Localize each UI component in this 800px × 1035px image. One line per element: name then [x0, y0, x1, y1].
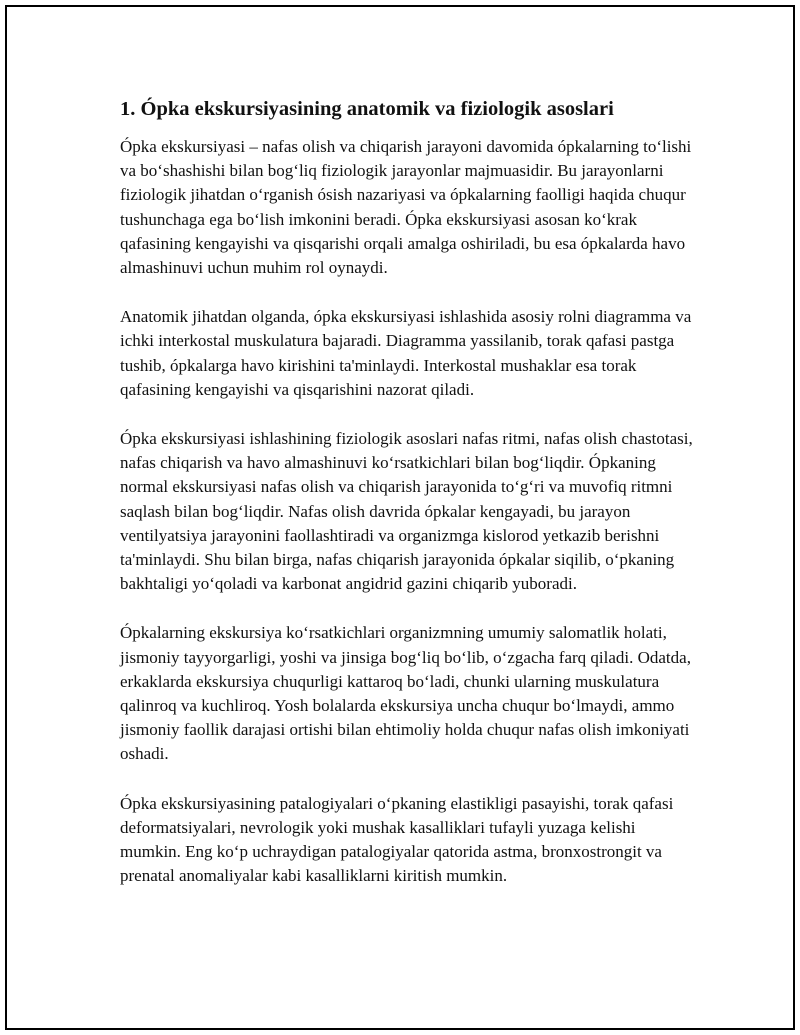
paragraph-4: Ópkalarning ekskursiya ko‘rsatkichlari organizmning umumiy salomatlik holati, jismoniy tayyorgarligi, yoshi va jinsiga bog‘liq bo‘lib, o‘zgacha farq qiladi. Odatda, erkaklarda ekskursiya chuqurligi kattaroq bo‘ladi, chunki ularning muskulatura qalinroq va kuchliroq. Yosh bolalarda ekskursiya uncha chuqur bo‘lmaydi, ammo jismoniy faollik darajasi ortishi bilan ehtimoliy holda chuqur nafas olish imkoniyati oshadi. — [120, 623, 691, 764]
page-frame — [5, 5, 795, 1030]
paragraph-1: Ópka ekskursiyasi – nafas olish va chiqarish jarayoni davomida ópkalarning to‘lishi va bo‘shashishi bilan bog‘liq fiziologik jarayonlar majmuasidir. Bu jarayonlarni fiziologik jihatdan o‘rganish ósish nazariyasi va ópkalarning faolligi haqida chuqur tushunchaga ega bo‘lish imkonini beradi. Ópka ekskursiyasi asosan ko‘krak qafasining kengayishi va qisqarishi orqali amalga oshiriladi, bu esa ópkalarda havo almashinuvi uchun muhim rol oynaydi. — [120, 137, 692, 278]
paragraph-2: Anatomik jihatdan olganda, ópka ekskursiyasi ishlashida asosiy rolni diagramma va ichki interkostal muskulatura bajaradi. Diagramma yassilanib, torak qafasi pastga tushib, ópkalarga havo kirishini ta'minlaydi. Interkostal mushaklar esa torak qafasining kengayishi va qisqarishini nazorat qiladi. — [120, 307, 692, 399]
section-heading: 1. Ópka ekskursiyasining anatomik va fiziologik asoslari — [120, 98, 614, 120]
paragraph-3: Ópka ekskursiyasi ishlashining fiziologik asoslari nafas ritmi, nafas olish chastotasi, nafas chiqarish va havo almashinuvi ko‘rsatkichlari bilan bog‘liqdir. Ópkaning normal ekskursiyasi nafas olish va chiqarish jarayonida to‘g‘ri va muvofiq ritmni saqlash bilan bog‘liqdir. Nafas olish davrida ópkalar kengayadi, bu jarayon ventilyatsiya jarayonini faollashtiradi va organizmga kislorod yetkazib berishni ta'minlaydi. Shu bilan birga, nafas chiqarish jarayonida ópkalar siqilib, o‘pkaning bakhtaligi yo‘qoladi va karbonat angidrid gazini chiqarib yuboradi. — [120, 429, 693, 594]
paragraph-5: Ópka ekskursiyasining patalogiyalari o‘pkaning elastikligi pasayishi, torak qafasi deformatsiyalari, nevrologik yoki mushak kasalliklari tufayli yuzaga kelishi mumkin. Eng ko‘p uchraydigan patalogiyalar qatorida astma, bronxostrongit va prenatal anomaliyalar kabi kasalliklarni kiritish mumkin. — [120, 793, 674, 886]
document-body — [120, 97, 700, 913]
